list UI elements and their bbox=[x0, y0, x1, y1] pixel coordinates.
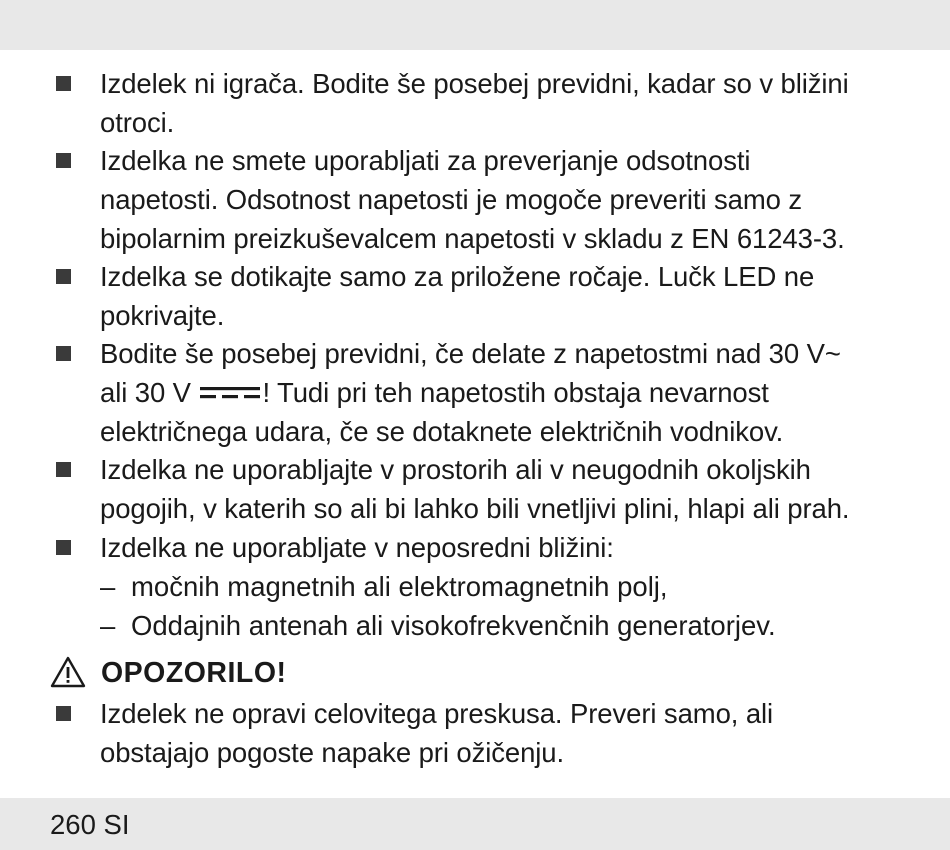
direct-current-icon bbox=[200, 385, 260, 401]
bullet-square bbox=[56, 269, 71, 284]
sub-list-item bbox=[100, 606, 776, 645]
list-item-fragment: ali 30 V bbox=[100, 377, 199, 408]
sub-list-item-text: Oddajnih antenah ali visokofrekvenčnih generatorjev. bbox=[131, 610, 776, 641]
bullet-square bbox=[56, 346, 71, 361]
list-item-text: Izdelek ni igrača. Bodite še posebej previdni, kadar so v bližini otroci. bbox=[100, 68, 849, 138]
dash-mark: – bbox=[100, 571, 116, 602]
list-item-text: Izdelka ne uporabljate v neposredni bližini: bbox=[100, 532, 614, 563]
bullet-square bbox=[56, 153, 71, 168]
list-item-line: električnega udara, če se dotaknete električnih vodnikov. bbox=[100, 416, 784, 447]
page-number: 260 SI bbox=[50, 809, 130, 840]
header-band bbox=[0, 0, 950, 50]
sub-list-item bbox=[100, 567, 668, 606]
bullet-square bbox=[56, 76, 71, 91]
sub-list-item-text: močnih magnetnih ali elektromagnetnih polj, bbox=[131, 571, 668, 602]
list-item-line: Bodite še posebej previdni, če delate z napetostmi nad 30 V~ bbox=[100, 338, 841, 369]
list-item-text: Izdelka ne smete uporabljati za preverjanje odsotnosti napetosti. Odsotnost napetosti je mogoče preveriti samo z bipolarnim preizkuševalcem napetosti v skladu z EN 61243-3. bbox=[100, 145, 845, 254]
list-item-text bbox=[100, 334, 900, 451]
footer-band bbox=[0, 798, 950, 850]
list-item-text: Izdelek ne opravi celovitega preskusa. Preveri samo, ali obstajajo pogoste napake pri ožičenju. bbox=[100, 698, 774, 768]
list-item-line bbox=[100, 373, 900, 412]
warning-triangle-icon bbox=[50, 656, 86, 688]
list-item-text: Izdelka se dotikajte samo za priložene ročaje. Lučk LED ne pokrivajte. bbox=[100, 261, 815, 331]
list-item-text: Izdelka ne uporabljajte v prostorih ali v neugodnih okoljskih pogojih, v katerih so ali bi lahko bili vnetljivi plini, hlapi ali prah. bbox=[100, 454, 850, 524]
list-item-fragment: ! Tudi pri teh napetostih obstaja nevarnost bbox=[262, 377, 769, 408]
bullet-square bbox=[56, 706, 71, 721]
warning-title: OPOZORILO! bbox=[101, 657, 287, 689]
dash-mark: – bbox=[100, 610, 116, 641]
bullet-square bbox=[56, 462, 71, 477]
bullet-square bbox=[56, 540, 71, 555]
